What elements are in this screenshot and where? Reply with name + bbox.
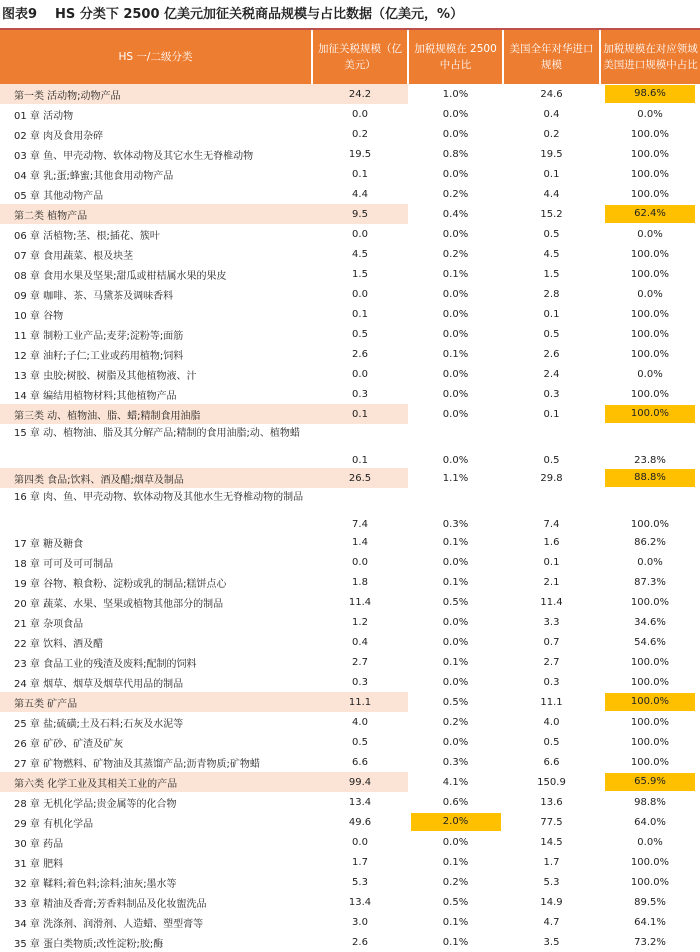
row-label: 05 章 其他动物产品 [14,190,104,202]
cell-share-of-imports: 100.0% [630,328,670,340]
table-row [0,224,700,244]
cell-share-of-imports: 54.6% [634,636,666,648]
cell-share-of-imports [600,204,700,224]
cell-us-imports: 0.5 [543,736,560,748]
cell-share-of-imports: 98.8% [634,796,666,808]
cell-us-imports: 0.5 [543,455,560,466]
cell-share-of-imports: 0.0% [637,368,663,380]
cell-share-of-2500: 0.2% [442,188,469,200]
row-label: 08 章 食用水果及坚果;甜瓜或柑桔属水果的果皮 [14,270,227,282]
highlight-value: 2.0% [411,813,501,831]
cell-share-of-2500: 0.1% [442,656,469,668]
cell-share-of-imports: 100.0% [630,168,670,180]
highlight-value: 100.0% [605,693,695,711]
cell-share-of-imports: 0.0% [637,228,663,240]
row-label: 03 章 鱼、甲壳动物、软体动物及其它水生无脊椎动物 [14,150,254,162]
cell-share-of-2500: 0.1% [442,856,469,868]
header-share-of-imports: 加税规模在对应领域美国进口规模中占比 [600,30,700,84]
cell-us-imports: 4.0 [543,716,560,728]
table-row [0,488,700,532]
highlight-value: 100.0% [605,405,695,423]
cell-share-of-imports: 0.0% [637,836,663,848]
cell-share-of-imports: 0.0% [637,108,663,120]
row-label: 26 章 矿砂、矿渣及矿灰 [14,738,124,750]
cell-share-of-2500: 0.6% [442,796,469,808]
cell-share-of-imports [600,772,700,792]
row-label: 第六类 化学工业及其相关工业的产品 [0,772,312,792]
cell-share-of-imports: 64.0% [634,816,666,828]
row-label: 25 章 盐;硫磺;土及石料;石灰及水泥等 [14,718,184,730]
cell-share-of-imports: 86.2% [634,536,666,548]
cell-us-imports: 2.1 [543,576,560,588]
cell-share-of-imports: 100.0% [630,148,670,160]
cell-share-of-2500: 4.1% [442,776,469,788]
cell-share-of-2500: 1.0% [442,88,469,100]
cell-share-of-imports [600,692,700,712]
cell-share-of-2500: 0.1% [442,348,469,360]
cell-us-imports: 0.1 [543,556,560,568]
cell-us-imports: 15.2 [540,208,563,220]
cell-us-imports: 14.9 [540,896,563,908]
cell-share-of-imports: 100.0% [630,656,670,668]
cell-us-imports: 19.5 [540,148,563,160]
highlight-value: 98.6% [605,85,695,103]
figure-number: 图表9 [2,7,38,22]
cell-share-of-imports: 73.2% [634,936,666,948]
cell-share-of-imports [600,404,700,424]
row-label: 22 章 饮料、酒及醋 [14,638,104,650]
row-label: 23 章 食品工业的残渣及废料;配制的饲料 [14,658,197,670]
row-label: 10 章 谷物 [14,310,64,322]
cell-tariff-scale: 4.5 [352,248,368,260]
figure-title [0,0,700,30]
table-row [0,612,700,632]
category-row [0,84,700,104]
highlight-value: 62.4% [605,205,695,223]
table-row [0,832,700,852]
cell-share-of-2500: 0.0% [442,736,469,748]
table-body [0,84,700,952]
cell-share-of-2500: 0.0% [442,636,469,648]
table-row [0,284,700,304]
cell-share-of-imports: 100.0% [630,388,670,400]
row-label: 19 章 谷物、粮食粉、淀粉或乳的制品;糕饼点心 [14,578,227,590]
table-row [0,344,700,364]
cell-us-imports: 77.5 [540,816,563,828]
table-row [0,572,700,592]
cell-us-imports: 0.5 [543,228,560,240]
cell-us-imports: 3.5 [543,936,560,948]
table-row [0,752,700,772]
cell-tariff-scale: 1.2 [352,616,368,628]
cell-share-of-imports: 100.0% [630,756,670,768]
cell-share-of-imports: 100.0% [630,596,670,608]
cell-us-imports: 14.5 [540,836,563,848]
table-row [0,104,700,124]
cell-tariff-scale: 0.4 [352,636,368,648]
cell-us-imports: 3.3 [543,616,560,628]
category-row [0,772,700,792]
row-label: 14 章 编结用植物材料;其他植物产品 [14,390,177,402]
cell-tariff-scale: 0.0 [352,368,368,380]
highlight-value: 65.9% [605,773,695,791]
cell-share-of-2500: 0.1% [442,268,469,280]
cell-share-of-2500: 0.1% [442,576,469,588]
cell-share-of-imports: 100.0% [630,716,670,728]
table-row [0,712,700,732]
cell-share-of-2500: 0.0% [442,228,469,240]
cell-tariff-scale: 6.6 [352,756,368,768]
table-row [0,304,700,324]
cell-share-of-2500: 0.2% [442,248,469,260]
row-label: 12 章 油籽;子仁;工业或药用植物;饲料 [14,350,184,362]
table-row [0,672,700,692]
row-label: 34 章 洗涤剂、润滑剂、人造蜡、塑型膏等 [14,918,204,930]
row-label: 31 章 肥料 [14,858,64,870]
table-row [0,872,700,892]
table-row [0,324,700,344]
cell-us-imports: 11.1 [540,696,563,708]
cell-tariff-scale: 1.7 [352,856,368,868]
cell-tariff-scale: 1.8 [352,576,368,588]
row-label: 第二类 植物产品 [0,204,312,224]
cell-us-imports: 0.3 [543,676,560,688]
cell-share-of-2500: 0.0% [442,368,469,380]
row-label: 02 章 肉及食用杂碎 [14,130,104,142]
cell-tariff-scale: 11.1 [312,692,408,712]
cell-share-of-2500: 0.2% [442,716,469,728]
cell-share-of-imports: 100.0% [630,308,670,320]
cell-tariff-scale: 0.1 [352,455,368,466]
cell-share-of-2500: 1.1% [442,472,469,484]
cell-share-of-imports: 100.0% [630,348,670,360]
table-row [0,792,700,812]
cell-share-of-imports: 34.6% [634,616,666,628]
cell-share-of-2500: 0.0% [442,388,469,400]
row-label: 17 章 糖及糖食 [14,538,84,550]
row-label: 11 章 制粉工业产品;麦芽;淀粉等;面筋 [14,330,184,342]
cell-us-imports: 6.6 [543,756,560,768]
table-row [0,164,700,184]
table-row [0,812,700,832]
category-row [0,204,700,224]
row-label: 07 章 食用蔬菜、根及块茎 [14,250,134,262]
category-row [0,692,700,712]
cell-tariff-scale: 0.3 [352,676,368,688]
cell-tariff-scale: 0.0 [352,556,368,568]
table-row [0,364,700,384]
cell-us-imports: 4.4 [543,188,560,200]
header-tariff-scale: 加征关税规模（亿美元） [312,30,408,84]
row-label: 30 章 药品 [14,838,64,850]
figure-caption: HS 分类下 2500 亿美元加征关税商品规模与占比数据（亿美元，%） [55,7,464,22]
cell-us-imports: 24.6 [540,88,563,100]
row-label: 04 章 乳;蛋;蜂蜜;其他食用动物产品 [14,170,174,182]
row-label: 15 章 动、植物油、脂及其分解产品;精制的食用油脂;动、植物蜡 [14,428,300,439]
cell-tariff-scale: 1.4 [352,536,368,548]
cell-tariff-scale: 49.6 [348,816,372,828]
table-row [0,592,700,612]
cell-tariff-scale: 2.6 [352,936,368,948]
cell-us-imports: 11.4 [540,596,563,608]
cell-share-of-imports: 100.0% [630,188,670,200]
table-row [0,184,700,204]
cell-share-of-imports: 0.0% [637,556,663,568]
row-label: 01 章 活动物 [14,110,74,122]
row-label: 06 章 活植物;茎、根;插花、簇叶 [14,230,160,242]
cell-share-of-2500: 0.1% [442,936,469,948]
table-row [0,384,700,404]
table-row [0,264,700,284]
cell-us-imports: 2.8 [543,288,560,300]
table-row [0,532,700,552]
cell-share-of-imports: 100.0% [630,268,670,280]
cell-tariff-scale: 9.5 [312,204,408,224]
cell-us-imports: 2.7 [543,656,560,668]
cell-tariff-scale: 24.2 [312,84,408,104]
cell-share-of-imports: 89.5% [634,896,666,908]
table-row [0,144,700,164]
cell-us-imports: 150.9 [537,776,566,788]
cell-share-of-imports: 0.0% [637,288,663,300]
cell-tariff-scale: 4.4 [352,188,368,200]
cell-share-of-2500: 0.0% [442,556,469,568]
table-row [0,652,700,672]
cell-tariff-scale: 5.3 [352,876,368,888]
cell-share-of-2500 [408,812,503,832]
cell-share-of-2500: 0.0% [442,288,469,300]
cell-share-of-imports [600,468,700,488]
cell-share-of-2500: 0.0% [442,408,469,420]
row-label: 09 章 咖啡、茶、马黛茶及调味香料 [14,290,174,302]
cell-share-of-imports: 100.0% [630,856,670,868]
row-label: 35 章 蛋白类物质;改性淀粉;胶;酶 [14,938,164,950]
cell-share-of-2500: 0.8% [442,148,469,160]
table-row [0,424,700,468]
cell-share-of-imports: 100.0% [630,248,670,260]
cell-share-of-2500: 0.0% [442,308,469,320]
cell-share-of-2500: 0.0% [442,836,469,848]
cell-us-imports: 0.2 [543,128,560,140]
cell-us-imports: 4.7 [543,916,560,928]
cell-us-imports: 5.3 [543,876,560,888]
cell-share-of-imports: 100.0% [630,128,670,140]
cell-tariff-scale: 0.0 [352,108,368,120]
cell-share-of-2500: 0.4% [442,208,469,220]
cell-tariff-scale: 0.5 [352,736,368,748]
table-row [0,932,700,952]
cell-share-of-2500: 0.0% [442,108,469,120]
cell-tariff-scale: 11.4 [348,596,372,608]
cell-us-imports: 0.3 [543,388,560,400]
cell-share-of-2500: 0.3% [442,519,469,530]
table-row [0,912,700,932]
tariff-table [0,30,700,952]
row-label: 第一类 活动物;动物产品 [0,84,312,104]
cell-share-of-imports [600,84,700,104]
cell-share-of-imports: 64.1% [634,916,666,928]
table-row [0,244,700,264]
cell-us-imports: 0.1 [543,168,560,180]
cell-us-imports: 7.4 [543,519,560,530]
cell-us-imports: 1.6 [543,536,560,548]
cell-tariff-scale: 0.0 [352,288,368,300]
cell-us-imports: 13.6 [540,796,563,808]
cell-tariff-scale: 0.5 [352,328,368,340]
cell-share-of-imports: 87.3% [634,576,666,588]
header-us-imports: 美国全年对华进口规模 [503,30,600,84]
row-label: 第五类 矿产品 [0,692,312,712]
cell-us-imports: 0.7 [543,636,560,648]
cell-tariff-scale: 13.4 [348,796,372,808]
cell-share-of-2500: 0.5% [442,596,469,608]
cell-share-of-2500: 0.0% [442,455,469,466]
cell-tariff-scale: 13.4 [348,896,372,908]
cell-share-of-2500: 0.1% [442,536,469,548]
category-row [0,404,700,424]
cell-us-imports: 29.8 [540,472,563,484]
cell-share-of-imports: 100.0% [630,519,670,530]
cell-share-of-2500: 0.0% [442,616,469,628]
cell-share-of-2500: 0.3% [442,756,469,768]
cell-share-of-2500: 0.0% [442,168,469,180]
cell-tariff-scale: 3.0 [352,916,368,928]
category-row [0,468,700,488]
table-row [0,892,700,912]
cell-us-imports: 0.1 [543,408,560,420]
cell-tariff-scale: 7.4 [352,519,368,530]
row-label: 27 章 矿物燃料、矿物油及其蒸馏产品;沥青物质;矿物蜡 [14,758,260,770]
cell-tariff-scale: 0.1 [352,308,368,320]
cell-tariff-scale: 0.0 [352,228,368,240]
cell-us-imports: 0.1 [543,308,560,320]
cell-tariff-scale: 99.4 [312,772,408,792]
table-row [0,552,700,572]
cell-share-of-2500: 0.2% [442,876,469,888]
cell-share-of-imports: 100.0% [630,876,670,888]
cell-share-of-2500: 0.5% [442,696,469,708]
cell-tariff-scale: 0.0 [352,836,368,848]
table-row [0,852,700,872]
cell-us-imports: 1.7 [543,856,560,868]
table-row [0,732,700,752]
cell-tariff-scale: 2.6 [352,348,368,360]
header-share-of-2500: 加税规模在 2500 中占比 [408,30,503,84]
table-row [0,632,700,652]
row-label: 第四类 食品;饮料、酒及醋;烟草及制品 [0,468,312,488]
cell-tariff-scale: 0.1 [312,404,408,424]
row-label: 第三类 动、植物油、脂、蜡;精制食用油脂 [0,404,312,424]
table-row [0,124,700,144]
cell-us-imports: 4.5 [543,248,560,260]
cell-share-of-imports: 23.8% [634,455,666,466]
cell-us-imports: 0.5 [543,328,560,340]
cell-tariff-scale: 26.5 [312,468,408,488]
cell-share-of-2500: 0.0% [442,128,469,140]
cell-tariff-scale: 0.2 [352,128,368,140]
cell-share-of-2500: 0.1% [442,916,469,928]
cell-us-imports: 0.4 [543,108,560,120]
table-header-row [0,30,700,84]
highlight-value: 88.8% [605,469,695,487]
cell-tariff-scale: 4.0 [352,716,368,728]
cell-tariff-scale: 2.7 [352,656,368,668]
cell-us-imports: 2.6 [543,348,560,360]
cell-tariff-scale: 1.5 [352,268,368,280]
row-label: 16 章 肉、鱼、甲壳动物、软体动物及其他水生无脊椎动物的制品 [14,492,304,503]
header-hs-category: HS 一/二级分类 [0,30,312,84]
cell-share-of-imports: 100.0% [630,736,670,748]
row-label: 21 章 杂项食品 [14,618,84,630]
cell-tariff-scale: 0.3 [352,388,368,400]
cell-us-imports: 2.4 [543,368,560,380]
cell-share-of-2500: 0.0% [442,328,469,340]
row-label: 33 章 精油及香膏;芳香料制品及化妆盥洗品 [14,898,207,910]
row-label: 18 章 可可及可可制品 [14,558,114,570]
cell-tariff-scale: 0.1 [352,168,368,180]
cell-tariff-scale: 19.5 [348,148,372,160]
cell-share-of-2500: 0.5% [442,896,469,908]
row-label: 32 章 鞣料;着色料;涂料;油灰;墨水等 [14,878,177,890]
row-label: 13 章 虫胶;树胶、树脂及其他植物液、汁 [14,370,197,382]
row-label: 29 章 有机化学品 [14,818,94,830]
row-label: 28 章 无机化学品;贵金属等的化合物 [14,798,177,810]
cell-share-of-imports: 100.0% [630,676,670,688]
row-label: 20 章 蔬菜、水果、坚果或植物其他部分的制品 [14,598,224,610]
cell-share-of-2500: 0.0% [442,676,469,688]
row-label: 24 章 烟草、烟草及烟草代用品的制品 [14,678,184,690]
cell-us-imports: 1.5 [543,268,560,280]
